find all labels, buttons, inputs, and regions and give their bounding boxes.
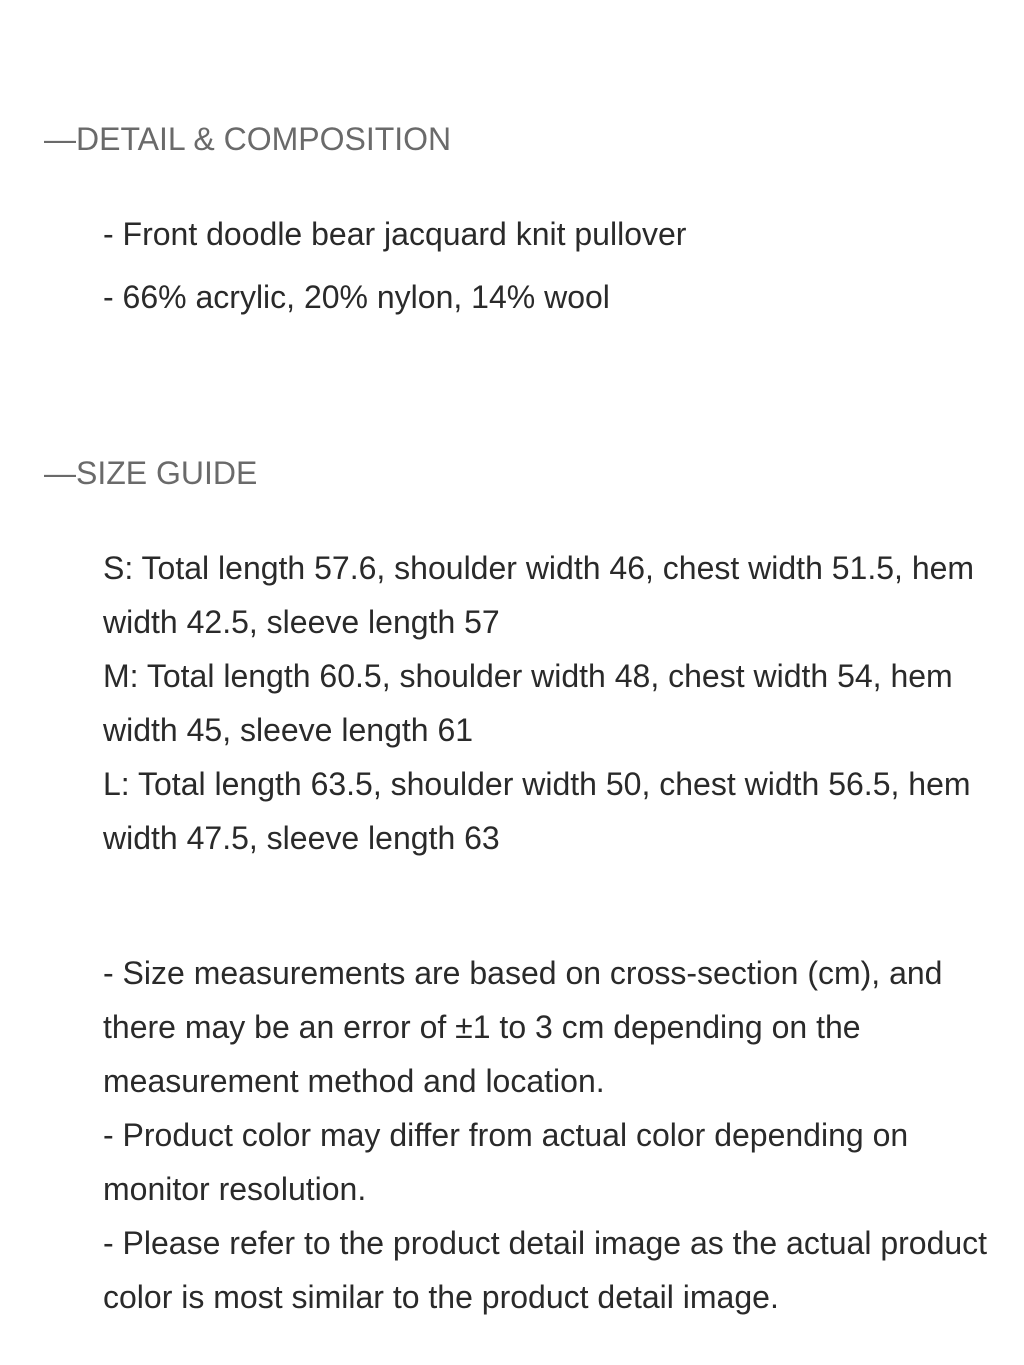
measurement-note: - Size measurements are based on cross-section (cm), and there may be an error of ±1 to 3 cm depending on the measurement method and location. [103,955,943,1099]
size-s-entry: S: Total length 57.6, shoulder width 46, chest width 51.5, hem width 42.5, sleeve length 57 [103,550,975,640]
color-note: - Product color may differ from actual color depending on monitor resolution. [103,1117,909,1207]
notes-list [103,946,1008,1324]
size-l-entry: L: Total length 63.5, shoulder width 50, chest width 56.5, hem width 47.5, sleeve length 63 [103,766,971,856]
composition-item: - 66% acrylic, 20% nylon, 14% wool [103,279,610,315]
size-guide-heading: —SIZE GUIDE [44,455,258,491]
size-m-entry: M: Total length 60.5, shoulder width 48, chest width 54, hem width 45, sleeve length 61 [103,658,953,748]
size-list [103,541,1008,865]
detail-item: - Front doodle bear jacquard knit pullover [103,216,687,252]
detail-image-note: - Please refer to the product detail image as the actual product color is most similar to the product detail image. [103,1225,988,1315]
detail-composition-heading: —DETAIL & COMPOSITION [44,121,452,157]
